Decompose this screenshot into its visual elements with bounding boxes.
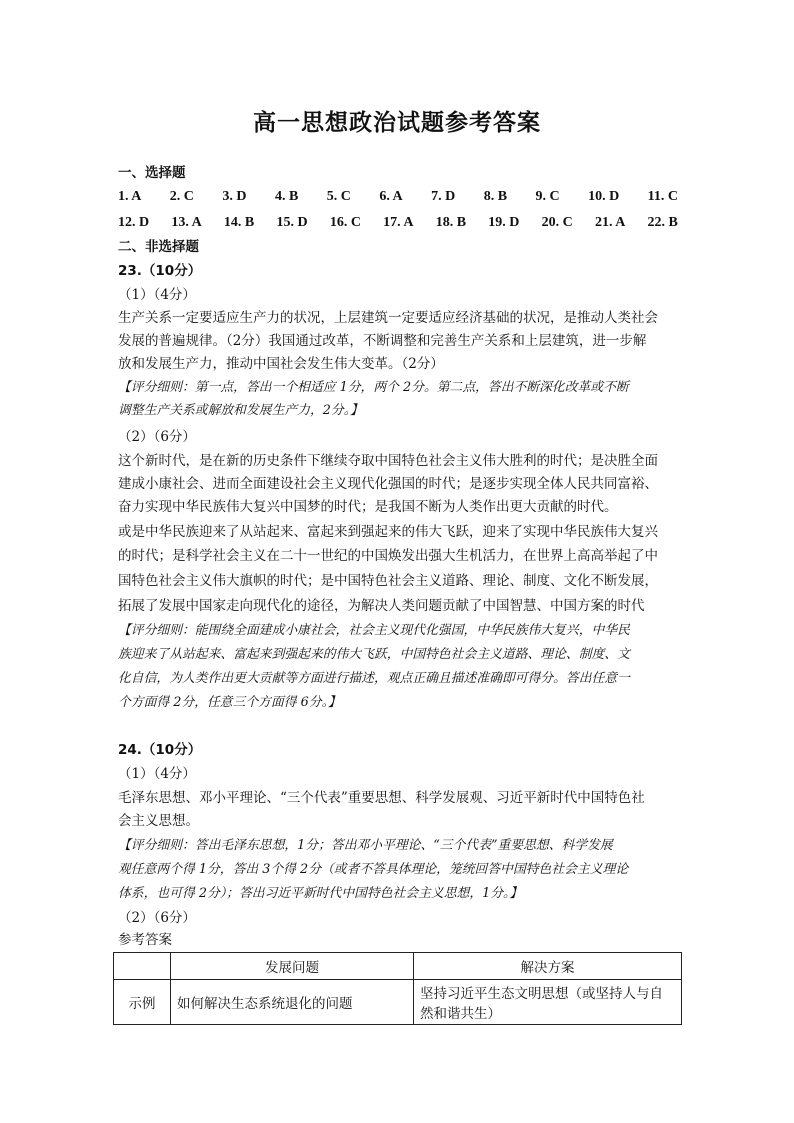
q23-part2-text: 国特色社会主义伟大旗帜的时代；是中国特色社会主义道路、理论、制度、文化不断发展， bbox=[118, 573, 658, 589]
choice-answer: 14. B bbox=[223, 215, 255, 230]
section-choice-heading: 一、选择题 bbox=[118, 165, 186, 181]
choice-answer: 4. B bbox=[274, 189, 299, 204]
q23-part2-text: 的时代；是科学社会主义在二十一世纪的中国焕发出强大生机活力，在世界上高高举起了中 bbox=[118, 548, 658, 564]
q23-part1-text: 放和发展生产力，推动中国社会发生伟大变革。（2分） bbox=[118, 356, 444, 372]
table-cell: 示例 bbox=[114, 980, 171, 1025]
q24-part1-text: 会主义思想。 bbox=[118, 813, 199, 829]
choice-answer: 16. C bbox=[329, 215, 361, 230]
q23-part1-heading: （1）（4分） bbox=[118, 287, 196, 303]
choice-answer: 13. A bbox=[171, 215, 202, 230]
choice-answer: 1. A bbox=[118, 189, 142, 204]
choice-answers bbox=[118, 184, 678, 236]
table-header-cell: 发展问题 bbox=[171, 953, 414, 980]
choice-row-1 bbox=[118, 184, 678, 210]
q23-part2-rubric: 【评分细则：能围绕全面建成小康社会，社会主义现代化强国，中华民族伟大复兴，中华民 bbox=[118, 623, 630, 638]
table-header-cell: 解决方案 bbox=[414, 953, 682, 980]
q24-part1-rubric: 【评分细则：答出毛泽东思想，1分；答出邓小平理论、“三个代表”重要思想、科学发展 bbox=[118, 838, 613, 853]
page-title: 高一思想政治试题参考答案 bbox=[253, 110, 541, 136]
table-row bbox=[114, 980, 682, 1025]
choice-answer: 2. C bbox=[169, 189, 194, 204]
table-header-cell bbox=[114, 953, 171, 980]
choice-answer: 8. B bbox=[483, 189, 508, 204]
choice-row-2 bbox=[118, 210, 678, 236]
q23-part2-text: 或是中华民族迎来了从站起来、富起来到强起来的伟大飞跃，迎来了实现中华民族伟大复兴 bbox=[118, 524, 658, 540]
choice-answer: 15. D bbox=[276, 215, 308, 230]
choice-answer: 21. A bbox=[594, 215, 626, 230]
q23-part1-text: 发展的普遍规律。（2分）我国通过改革，不断调整和完善生产关系和上层建筑，进一步解 bbox=[118, 333, 647, 349]
q24-part1-text: 毛泽东思想、邓小平理论、“三个代表”重要思想、科学发展观、习近平新时代中国特色社 bbox=[118, 790, 645, 806]
choice-answer: 5. C bbox=[326, 189, 351, 204]
q23-part1-text: 生产关系一定要适应生产力的状况，上层建筑一定要适应经济基础的状况，是推动人类社会 bbox=[118, 310, 658, 326]
section-nonchoice-heading: 二、非选择题 bbox=[118, 239, 199, 255]
q23-part2-rubric: 个方面得 2分，任意三个方面得 6分。】 bbox=[118, 695, 341, 710]
q24-part2-heading: （2）（6分） bbox=[118, 910, 196, 926]
q24-part1-rubric: 体系，也可得 2分）；答出习近平新时代中国特色社会主义思想，1分。】 bbox=[118, 886, 523, 901]
q23-part2-text: 奋力实现中华民族伟大复兴中国梦的时代；是我国不断为人类作出更大贡献的时代。 bbox=[118, 499, 618, 515]
choice-answer: 10. D bbox=[588, 189, 620, 204]
reference-answer-label: 参考答案 bbox=[118, 932, 172, 948]
q24-part1-heading: （1）（4分） bbox=[118, 766, 196, 782]
choice-answer: 6. A bbox=[379, 189, 403, 204]
answer-table bbox=[113, 952, 682, 1025]
choice-answer: 7. D bbox=[431, 189, 456, 204]
choice-answer: 20. C bbox=[541, 215, 573, 230]
choice-answer: 18. B bbox=[435, 215, 467, 230]
q23-part2-text: 建成小康社会、进而全面建设社会主义现代化强国的时代；是逐步实现全体人民共同富裕、 bbox=[118, 476, 658, 492]
table-cell: 坚持习近平生态文明思想（或坚持人与自然和谐共生） bbox=[414, 980, 682, 1025]
table-cell: 如何解决生态系统退化的问题 bbox=[171, 980, 414, 1025]
q23-part2-heading: （2）（6分） bbox=[118, 429, 196, 445]
q23-part1-rubric: 调整生产关系或解放和发展生产力，2分。】 bbox=[118, 403, 363, 418]
q24-part1-rubric: 观任意两个得 1分，答出 3个得 2分（或者不答具体理论，笼统回答中国特色社会主义理论 bbox=[118, 862, 629, 877]
choice-answer: 3. D bbox=[222, 189, 247, 204]
q23-part2-text: 拓展了发展中国家走向现代化的途径，为解决人类问题贡献了中国智慧、中国方案的时代 bbox=[118, 598, 645, 614]
choice-answer: 12. D bbox=[118, 215, 150, 230]
table-header-row bbox=[114, 953, 682, 980]
q23-part2-rubric: 化自信，为人类作出更大贡献等方面进行描述，观点正确且描述准确即可得分。答出任意一 bbox=[118, 671, 630, 686]
q23-part1-rubric: 【评分细则：第一点，答出一个相适应 1分，两个 2分。第二点，答出不断深化改革或不断 bbox=[118, 380, 629, 395]
q23-part2-rubric: 族迎来了从站起来、富起来到强起来的伟大飞跃，中国特色社会主义道路、理论、制度、文 bbox=[118, 647, 630, 662]
q23-heading: 23.（10分） bbox=[118, 263, 202, 279]
q24-heading: 24.（10分） bbox=[118, 742, 202, 758]
choice-answer: 22. B bbox=[647, 215, 678, 230]
choice-answer: 9. C bbox=[535, 189, 560, 204]
choice-answer: 17. A bbox=[383, 215, 414, 230]
choice-answer: 19. D bbox=[488, 215, 520, 230]
choice-answer: 11. C bbox=[647, 189, 678, 204]
q23-part2-text: 这个新时代，是在新的历史条件下继续夺取中国特色社会主义伟大胜利的时代；是决胜全面 bbox=[118, 453, 658, 469]
